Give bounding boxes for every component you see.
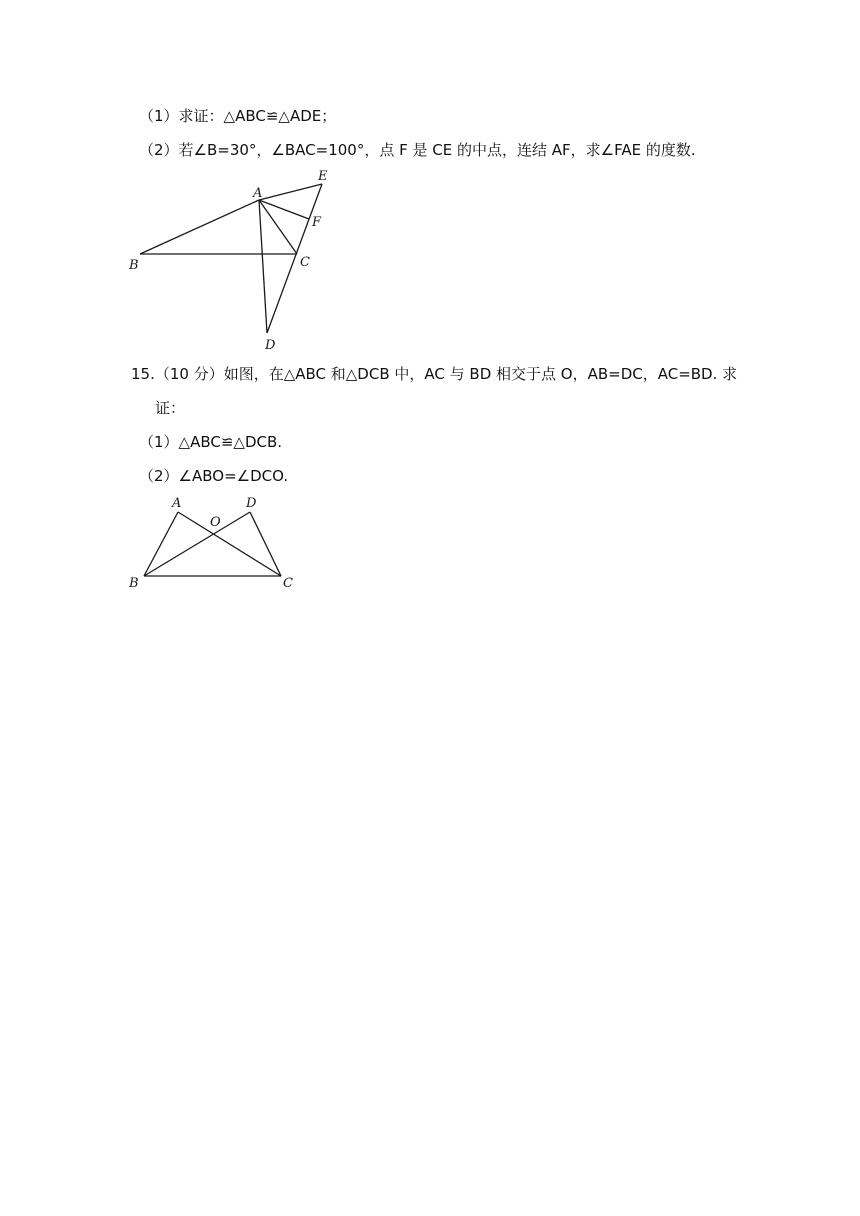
segment-af (259, 200, 309, 219)
segment-ab (140, 200, 259, 254)
label-b: B (129, 258, 139, 273)
label-d: D (246, 496, 257, 511)
label-a: A (253, 186, 263, 201)
p15-part1: （1）△ABC≌△DCB. (139, 433, 283, 451)
p14-part2: （2）若∠B=30°，∠BAC=100°，点 F 是 CE 的中点，连结 AF，求∠FAE 的度数. (139, 141, 696, 159)
p14-part1: （1）求证：△ABC≌△ADE； (139, 107, 337, 125)
p15-diagram (120, 490, 310, 594)
p15-figure (120, 490, 310, 594)
label-e: E (318, 169, 328, 184)
label-c: C (300, 255, 310, 270)
label-o: O (210, 515, 221, 530)
p15-part2: （2）∠ABO=∠DCO. (139, 467, 289, 485)
segment-ac (259, 200, 297, 254)
segment-ae (259, 184, 322, 200)
p15-line2: 证： (155, 399, 186, 417)
segment-ad (259, 200, 267, 333)
p15-line1: 15.（10 分）如图，在△ABC 和△DCB 中，AC 与 BD 相交于点 O，AB=DC，AC=BD. 求 (131, 365, 738, 383)
label-b: B (129, 576, 139, 591)
segment-bd (144, 512, 250, 576)
p14-diagram (120, 166, 350, 356)
p14-figure (120, 166, 350, 356)
label-f: F (312, 215, 322, 230)
label-a: A (172, 496, 182, 511)
label-d: D (265, 338, 276, 353)
label-c: C (283, 576, 293, 591)
